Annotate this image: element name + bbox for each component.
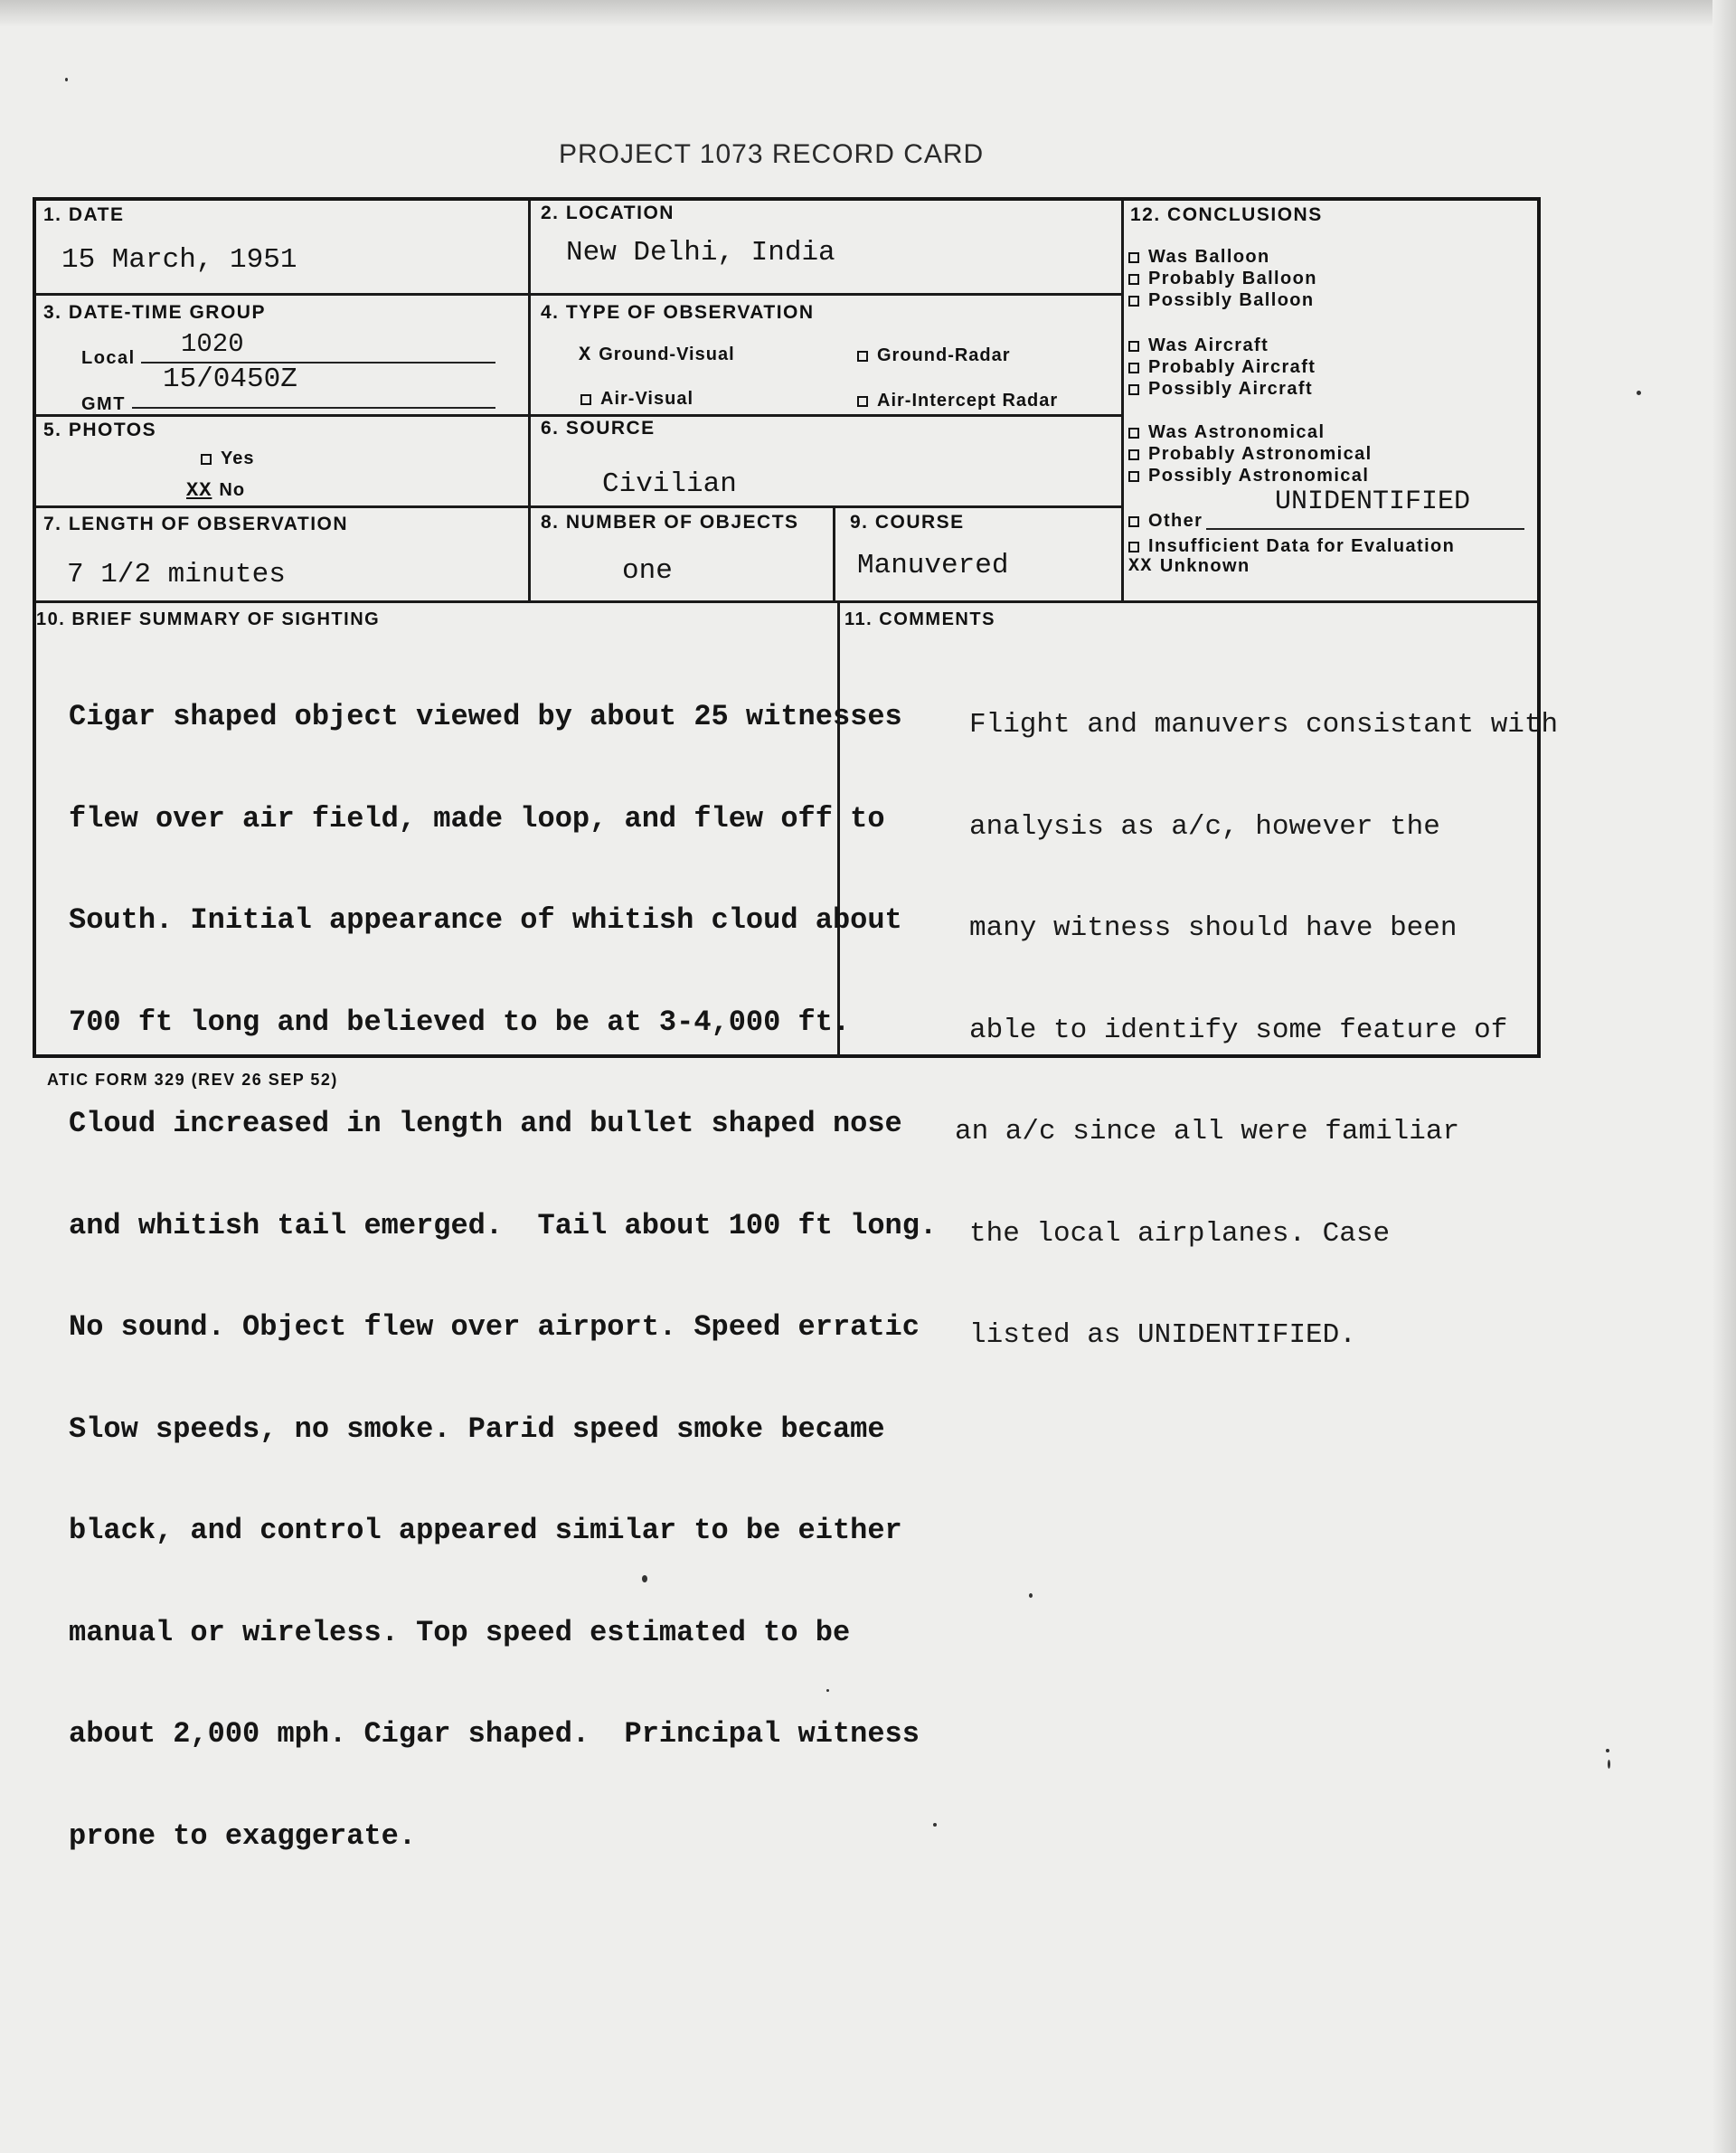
option-air-visual-label: Air-Visual (600, 389, 693, 409)
scan-speck (642, 1575, 647, 1582)
comment-line: analysis as a/c, however the (969, 810, 1440, 843)
summary-line: 700 ft long and believed to be at 3-4,000 ft. (69, 1005, 851, 1039)
scan-speck (65, 78, 68, 81)
divider-h-4 (36, 600, 1537, 603)
dtg-label: 3. DATE-TIME GROUP (43, 302, 266, 323)
course-label: 9. COURSE (850, 512, 965, 533)
checked-x-icon: XX (1128, 555, 1153, 577)
summary-line: manual or wireless. Top speed estimated to be (69, 1615, 851, 1649)
conclusion-possibly-balloon: Possibly Balloon (1128, 289, 1317, 311)
checkbox-icon (1128, 471, 1139, 482)
scan-speck (1608, 1760, 1610, 1769)
summary-line: and whitish tail emerged. Tail about 100 ft long. (69, 1208, 938, 1242)
comment-line: an a/c since all were familiar (955, 1116, 1460, 1147)
scan-speck (826, 1689, 829, 1692)
checkbox-icon (1128, 363, 1139, 373)
conclusion-probably-balloon: Probably Balloon (1128, 268, 1317, 289)
comment-line: many witness should have been (969, 912, 1458, 944)
checked-x-icon: XX (186, 479, 212, 502)
gmt-label: GMT (81, 394, 126, 414)
comment-line: listed as UNIDENTIFIED. (969, 1319, 1356, 1351)
conclusion-probably-aircraft: Probably Aircraft (1128, 356, 1316, 378)
option-ground-visual-label: Ground-Visual (599, 344, 735, 364)
checked-x-icon: X (579, 344, 592, 366)
conclusion-was-aircraft: Was Aircraft (1128, 335, 1316, 356)
location-value: New Delhi, India (566, 237, 835, 269)
conclusion-possibly-aircraft: Possibly Aircraft (1128, 378, 1316, 400)
summary-line: prone to exaggerate. (69, 1818, 417, 1853)
summary-line: Cigar shaped object viewed by about 25 witnesses (69, 700, 902, 733)
summary-line: flew over air field, made loop, and flew off to (69, 801, 885, 836)
option-air-intercept-radar-label: Air-Intercept Radar (877, 391, 1059, 411)
objects-label: 8. NUMBER OF OBJECTS (541, 512, 799, 533)
option-ground-radar (857, 345, 1011, 366)
scan-right-edge (1712, 0, 1736, 2153)
divider-h-2 (36, 414, 1121, 417)
conclusions-label: 12. CONCLUSIONS (1130, 204, 1323, 225)
conclusion-insufficient-data: Insufficient Data for Evaluation (1128, 535, 1455, 557)
option-air-intercept-radar (857, 391, 1058, 411)
divider-v-objects (833, 508, 835, 600)
scan-top-edge (0, 0, 1736, 27)
summary-label: 10. BRIEF SUMMARY OF SIGHTING (36, 609, 381, 629)
local-value: 1020 (181, 329, 244, 359)
conclusions-aircraft-group (1128, 335, 1316, 400)
conclusion-was-balloon: Was Balloon (1128, 246, 1317, 268)
divider-h-1 (36, 293, 1121, 296)
objects-value: one (622, 555, 673, 587)
scan-speck (1029, 1593, 1033, 1598)
conclusion-unknown: XX Unknown (1128, 555, 1250, 577)
checkbox-icon (1128, 341, 1139, 352)
checkbox-icon (1128, 252, 1139, 263)
summary-text (69, 632, 937, 1887)
option-ground-radar-label: Ground-Radar (877, 345, 1011, 365)
summary-line: Cloud increased in length and bullet shaped nose (69, 1107, 902, 1140)
checkbox-icon (1128, 296, 1139, 307)
checkbox-icon (857, 351, 868, 362)
conclusions-balloon-group (1128, 246, 1317, 311)
card-title: PROJECT 1073 RECORD CARD (559, 139, 985, 169)
comment-line: able to identify some feature of (969, 1014, 1508, 1046)
date-label: 1. DATE (43, 204, 125, 225)
checkbox-icon (1128, 516, 1139, 527)
conclusions-astronomical-group (1128, 421, 1373, 486)
comment-line: the local airplanes. Case (969, 1217, 1391, 1250)
scan-speck (933, 1823, 937, 1827)
summary-line: Slow speeds, no smoke. Parid speed smoke became (69, 1412, 885, 1446)
option-ground-visual (579, 344, 735, 366)
scan-speck (1606, 1749, 1609, 1752)
checkbox-icon (201, 454, 212, 465)
length-value: 7 1/2 minutes (67, 559, 286, 590)
source-value: Civilian (602, 468, 737, 500)
date-value: 15 March, 1951 (61, 244, 297, 276)
checkbox-icon (580, 394, 591, 405)
photos-no (186, 479, 245, 502)
summary-line: No sound. Object flew over airport. Speed erratic (69, 1310, 920, 1344)
checkbox-icon (1128, 449, 1139, 460)
checkbox-icon (857, 396, 868, 407)
divider-v-conclusions (1121, 201, 1124, 600)
scan-speck (1637, 391, 1641, 395)
photos-no-label: No (219, 479, 246, 500)
other-underline (1206, 528, 1524, 530)
conclusion-possibly-astronomical: Possibly Astronomical (1128, 465, 1373, 486)
divider-h-3 (36, 505, 1121, 508)
location-label: 2. LOCATION (541, 203, 675, 223)
checkbox-icon (1128, 384, 1139, 395)
local-label: Local (81, 348, 136, 368)
comments-label: 11. COMMENTS (844, 609, 995, 629)
checkbox-icon (1128, 274, 1139, 285)
checkbox-icon (1128, 428, 1139, 439)
photos-yes-label: Yes (221, 449, 255, 468)
summary-line: black, and control appeared similar to be either (69, 1514, 902, 1547)
conclusion-other: Other (1128, 510, 1203, 532)
divider-v-left (528, 201, 531, 600)
gmt-value: 15/0450Z (163, 364, 297, 395)
summary-line: South. Initial appearance of whitish cloud about (69, 903, 902, 937)
conclusion-probably-astronomical: Probably Astronomical (1128, 443, 1373, 465)
checkbox-icon (1128, 542, 1139, 552)
photos-yes (201, 449, 254, 469)
source-label: 6. SOURCE (541, 418, 656, 439)
form-number: ATIC FORM 329 (REV 26 SEP 52) (47, 1071, 338, 1089)
summary-line: about 2,000 mph. Cigar shaped. Principal witness (69, 1717, 920, 1751)
option-air-visual (580, 389, 693, 410)
type-of-observation-label: 4. TYPE OF OBSERVATION (541, 302, 815, 323)
comments-text (955, 640, 1559, 1386)
photos-label: 5. PHOTOS (43, 420, 157, 440)
gmt-underline (132, 407, 495, 409)
comment-line: Flight and manuvers consistant with (969, 709, 1559, 741)
length-label: 7. LENGTH OF OBSERVATION (43, 514, 349, 534)
course-value: Manuvered (857, 550, 1009, 581)
conclusion-was-astronomical: Was Astronomical (1128, 421, 1373, 443)
other-value: UNIDENTIFIED (1275, 486, 1471, 517)
